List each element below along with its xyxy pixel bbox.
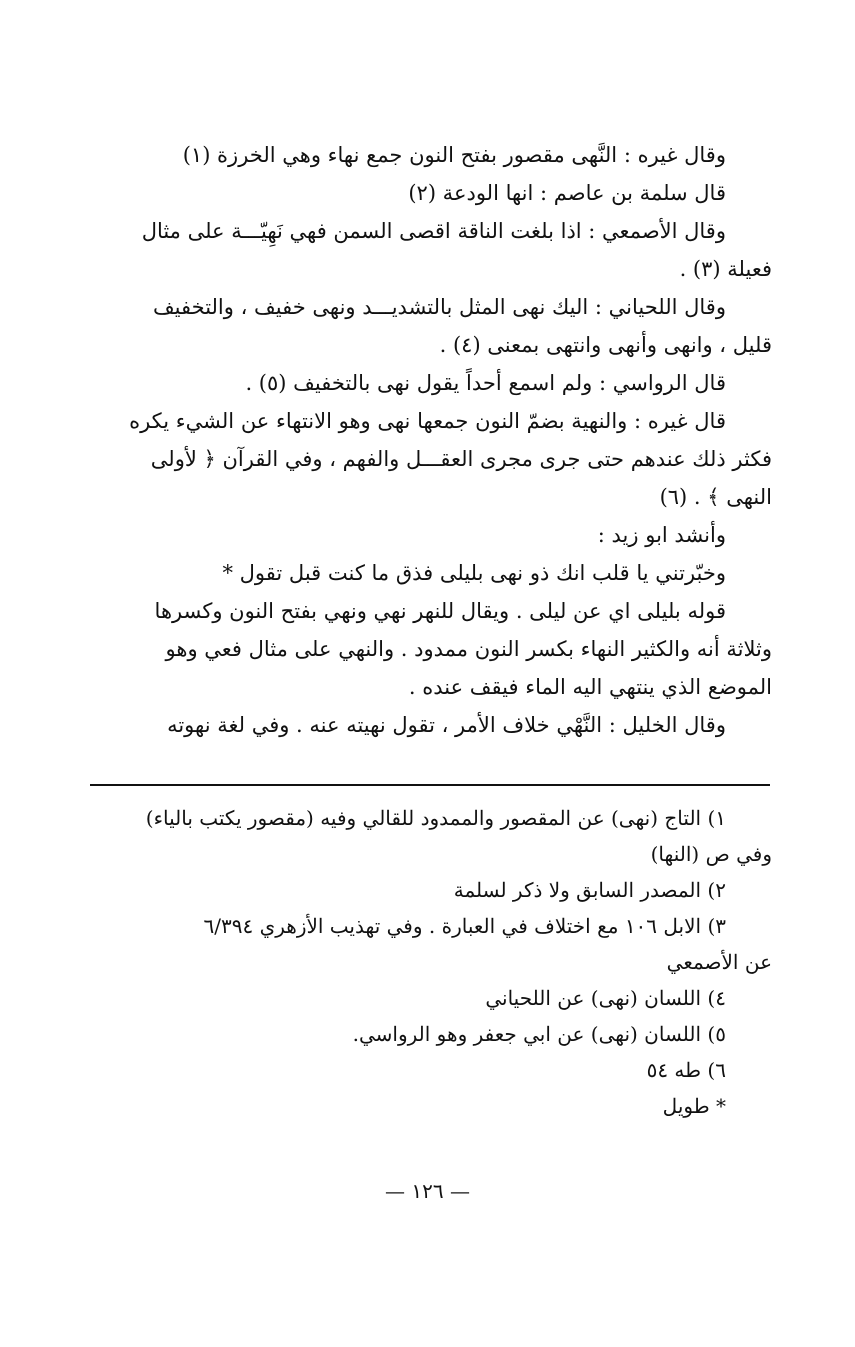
text-line: وأنشد ابو زيد : — [597, 523, 726, 547]
footnote-continuation: عن الأصمعي — [666, 950, 772, 974]
text-line: قال الرواسي : ولم اسمع أحداً يقول نهى بالتخفيف (٥) . — [245, 371, 726, 395]
main-text — [86, 136, 772, 744]
text-line: فعيلة (٣) . — [679, 257, 772, 281]
text-line: قليل ، وانهى وأنهى وانتهى بمعنى (٤) . — [439, 333, 772, 357]
footnote: ٦) طه ٥٤ — [646, 1058, 726, 1082]
text-line: النهى ﴾ . (٦) — [659, 485, 772, 509]
text-line: وقال الأصمعي : اذا بلغت الناقة اقصى السمن فهي نَهِيّـــة على مثال — [141, 219, 726, 243]
meter-note: * طويل — [662, 1094, 726, 1118]
footnote: ٥) اللسان (نهى) عن ابي جعفر وهو الرواسي. — [352, 1022, 726, 1046]
footnote: ٣) الابل ١٠٦ مع اختلاف في العبارة . وفي تهذيب الأزهري ٦/٣٩٤ — [203, 914, 726, 938]
footnote: ٤) اللسان (نهى) عن اللحياني — [485, 986, 726, 1010]
verse-line: وخبّرتني يا قلب انك ذو نهى بليلى فذق ما كنت قبل تقول * — [222, 561, 726, 585]
text-line: الموضع الذي ينتهي اليه الماء فيقف عنده . — [408, 675, 772, 699]
page-number: — ١٢٦ — — [385, 1179, 470, 1203]
footnote-divider — [90, 784, 770, 786]
text-line: وقال اللحياني : اليك نهى المثل بالتشديـــد ونهى خفيف ، والتخفيف — [152, 295, 726, 319]
footnote-continuation: وفي ص (النها) — [650, 842, 772, 866]
footnote: ٢) المصدر السابق ولا ذكر لسلمة — [453, 878, 726, 902]
text-line: قوله بليلى اي عن ليلى . ويقال للنهر نهي ونهي بفتح النون وكسرها — [154, 599, 726, 623]
text-line: وقال الخليل : النَّهْي خلاف الأمر ، تقول نهيته عنه . وفي لغة نهوته — [167, 713, 726, 737]
footnotes — [86, 800, 772, 1124]
text-line: قال سلمة بن عاصم : انها الودعة (٢) — [408, 181, 726, 205]
text-line: وثلاثة أنه والكثير النهاء بكسر النون ممدود . والنهي على مثال فعي وهو — [165, 637, 772, 661]
text-line: قال غيره : والنهية بضمّ النون جمعها نهى وهو الانتهاء عن الشيء يكره — [129, 409, 726, 433]
footnote: ١) التاج (نهى) عن المقصور والممدود للقالي وفيه (مقصور يكتب بالياء) — [145, 806, 726, 830]
text-line: فكثر ذلك عندهم حتى جرى مجرى العقـــل والفهم ، وفي القرآن ﴿ لأولى — [150, 447, 772, 471]
text-line: وقال غيره : النَّهى مقصور بفتح النون جمع نهاء وهي الخرزة (١) — [182, 143, 726, 167]
